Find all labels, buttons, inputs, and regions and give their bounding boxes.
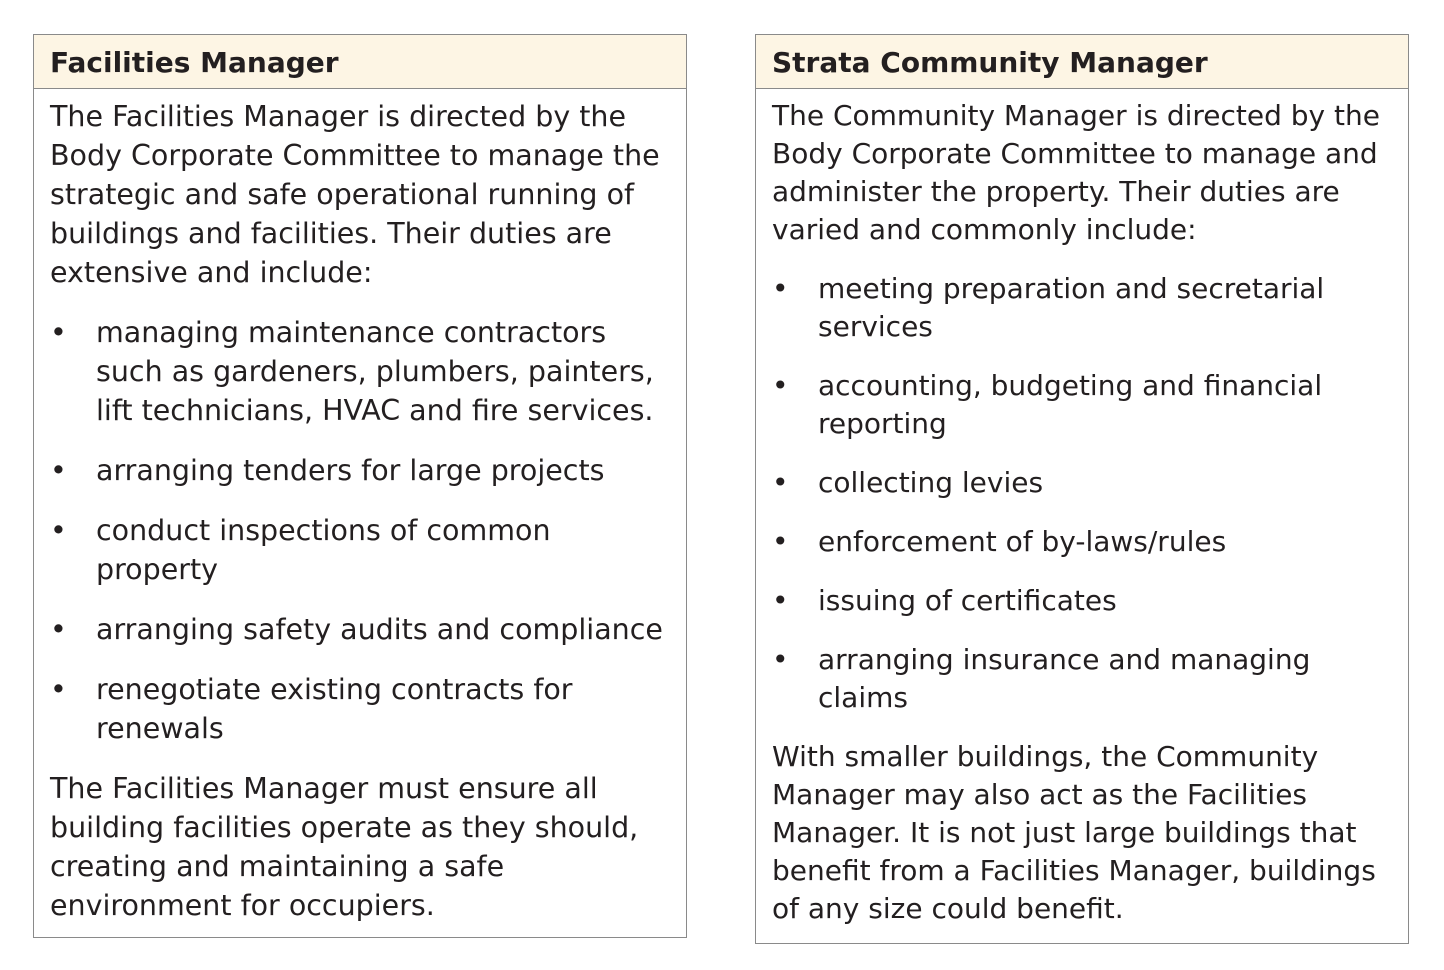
bullet-icon: • [772, 272, 789, 305]
bullet-icon: • [50, 673, 67, 706]
community-manager-intro: The Community Manager is directed by the Body Corporate Committee to manage and administer the property. Their duties are varied and commonly include: [772, 99, 1380, 246]
duty-text: arranging tenders for large projects [96, 454, 605, 487]
list-item [772, 270, 1392, 346]
list-item [772, 582, 1392, 620]
duty-text: collecting levies [818, 466, 1044, 499]
community-manager-card [755, 34, 1409, 944]
bullet-icon: • [772, 466, 789, 499]
list-item [50, 451, 670, 490]
list-item [772, 367, 1392, 443]
list-item [50, 670, 670, 748]
duty-text: arranging insurance and managing claims [818, 643, 1311, 714]
community-manager-outro: With smaller buildings, the Community Manager may also act as the Facilities Manager. It is not just large buildings that benefit from a Facilities Manager, buildings of any size could benefit. [772, 740, 1376, 925]
facilities-duties-list [50, 313, 670, 748]
duty-text: enforcement of by-laws/rules [818, 525, 1227, 558]
bullet-icon: • [772, 584, 789, 617]
duty-text: meeting preparation and secretarial services [818, 272, 1325, 343]
bullet-icon: • [772, 369, 789, 402]
list-item [772, 523, 1392, 561]
facilities-manager-body [34, 89, 686, 925]
duty-text: conduct inspections of common property [96, 514, 551, 586]
facilities-manager-card [33, 34, 687, 938]
duty-text: arranging safety audits and compliance [96, 613, 663, 646]
community-duties-list [772, 270, 1392, 717]
duty-text: issuing of certificates [818, 584, 1117, 617]
bullet-icon: • [772, 525, 789, 558]
bullet-icon: • [50, 316, 67, 349]
bullet-icon: • [772, 643, 789, 676]
list-item [772, 464, 1392, 502]
list-item [772, 641, 1392, 717]
facilities-manager-intro: The Facilities Manager is directed by the Body Corporate Committee to manage the strategic and safe operational running of buildings and facilities. Their duties are extensive and include: [50, 100, 660, 289]
facilities-manager-outro: The Facilities Manager must ensure all building facilities operate as they should, creating and maintaining a safe environment for occupiers. [50, 772, 639, 922]
community-manager-body [756, 89, 1408, 928]
bullet-icon: • [50, 514, 67, 547]
duty-text: managing maintenance contractors such as gardeners, plumbers, painters, lift technicians, HVAC and fire services. [96, 316, 654, 427]
list-item [50, 313, 670, 430]
duty-text: renegotiate existing contracts for renewals [96, 673, 573, 745]
list-item [50, 610, 670, 649]
community-manager-title: Strata Community Manager [756, 35, 1408, 89]
bullet-icon: • [50, 454, 67, 487]
bullet-icon: • [50, 613, 67, 646]
list-item [50, 511, 670, 589]
duty-text: accounting, budgeting and financial reporting [818, 369, 1323, 440]
facilities-manager-title: Facilities Manager [34, 35, 686, 89]
